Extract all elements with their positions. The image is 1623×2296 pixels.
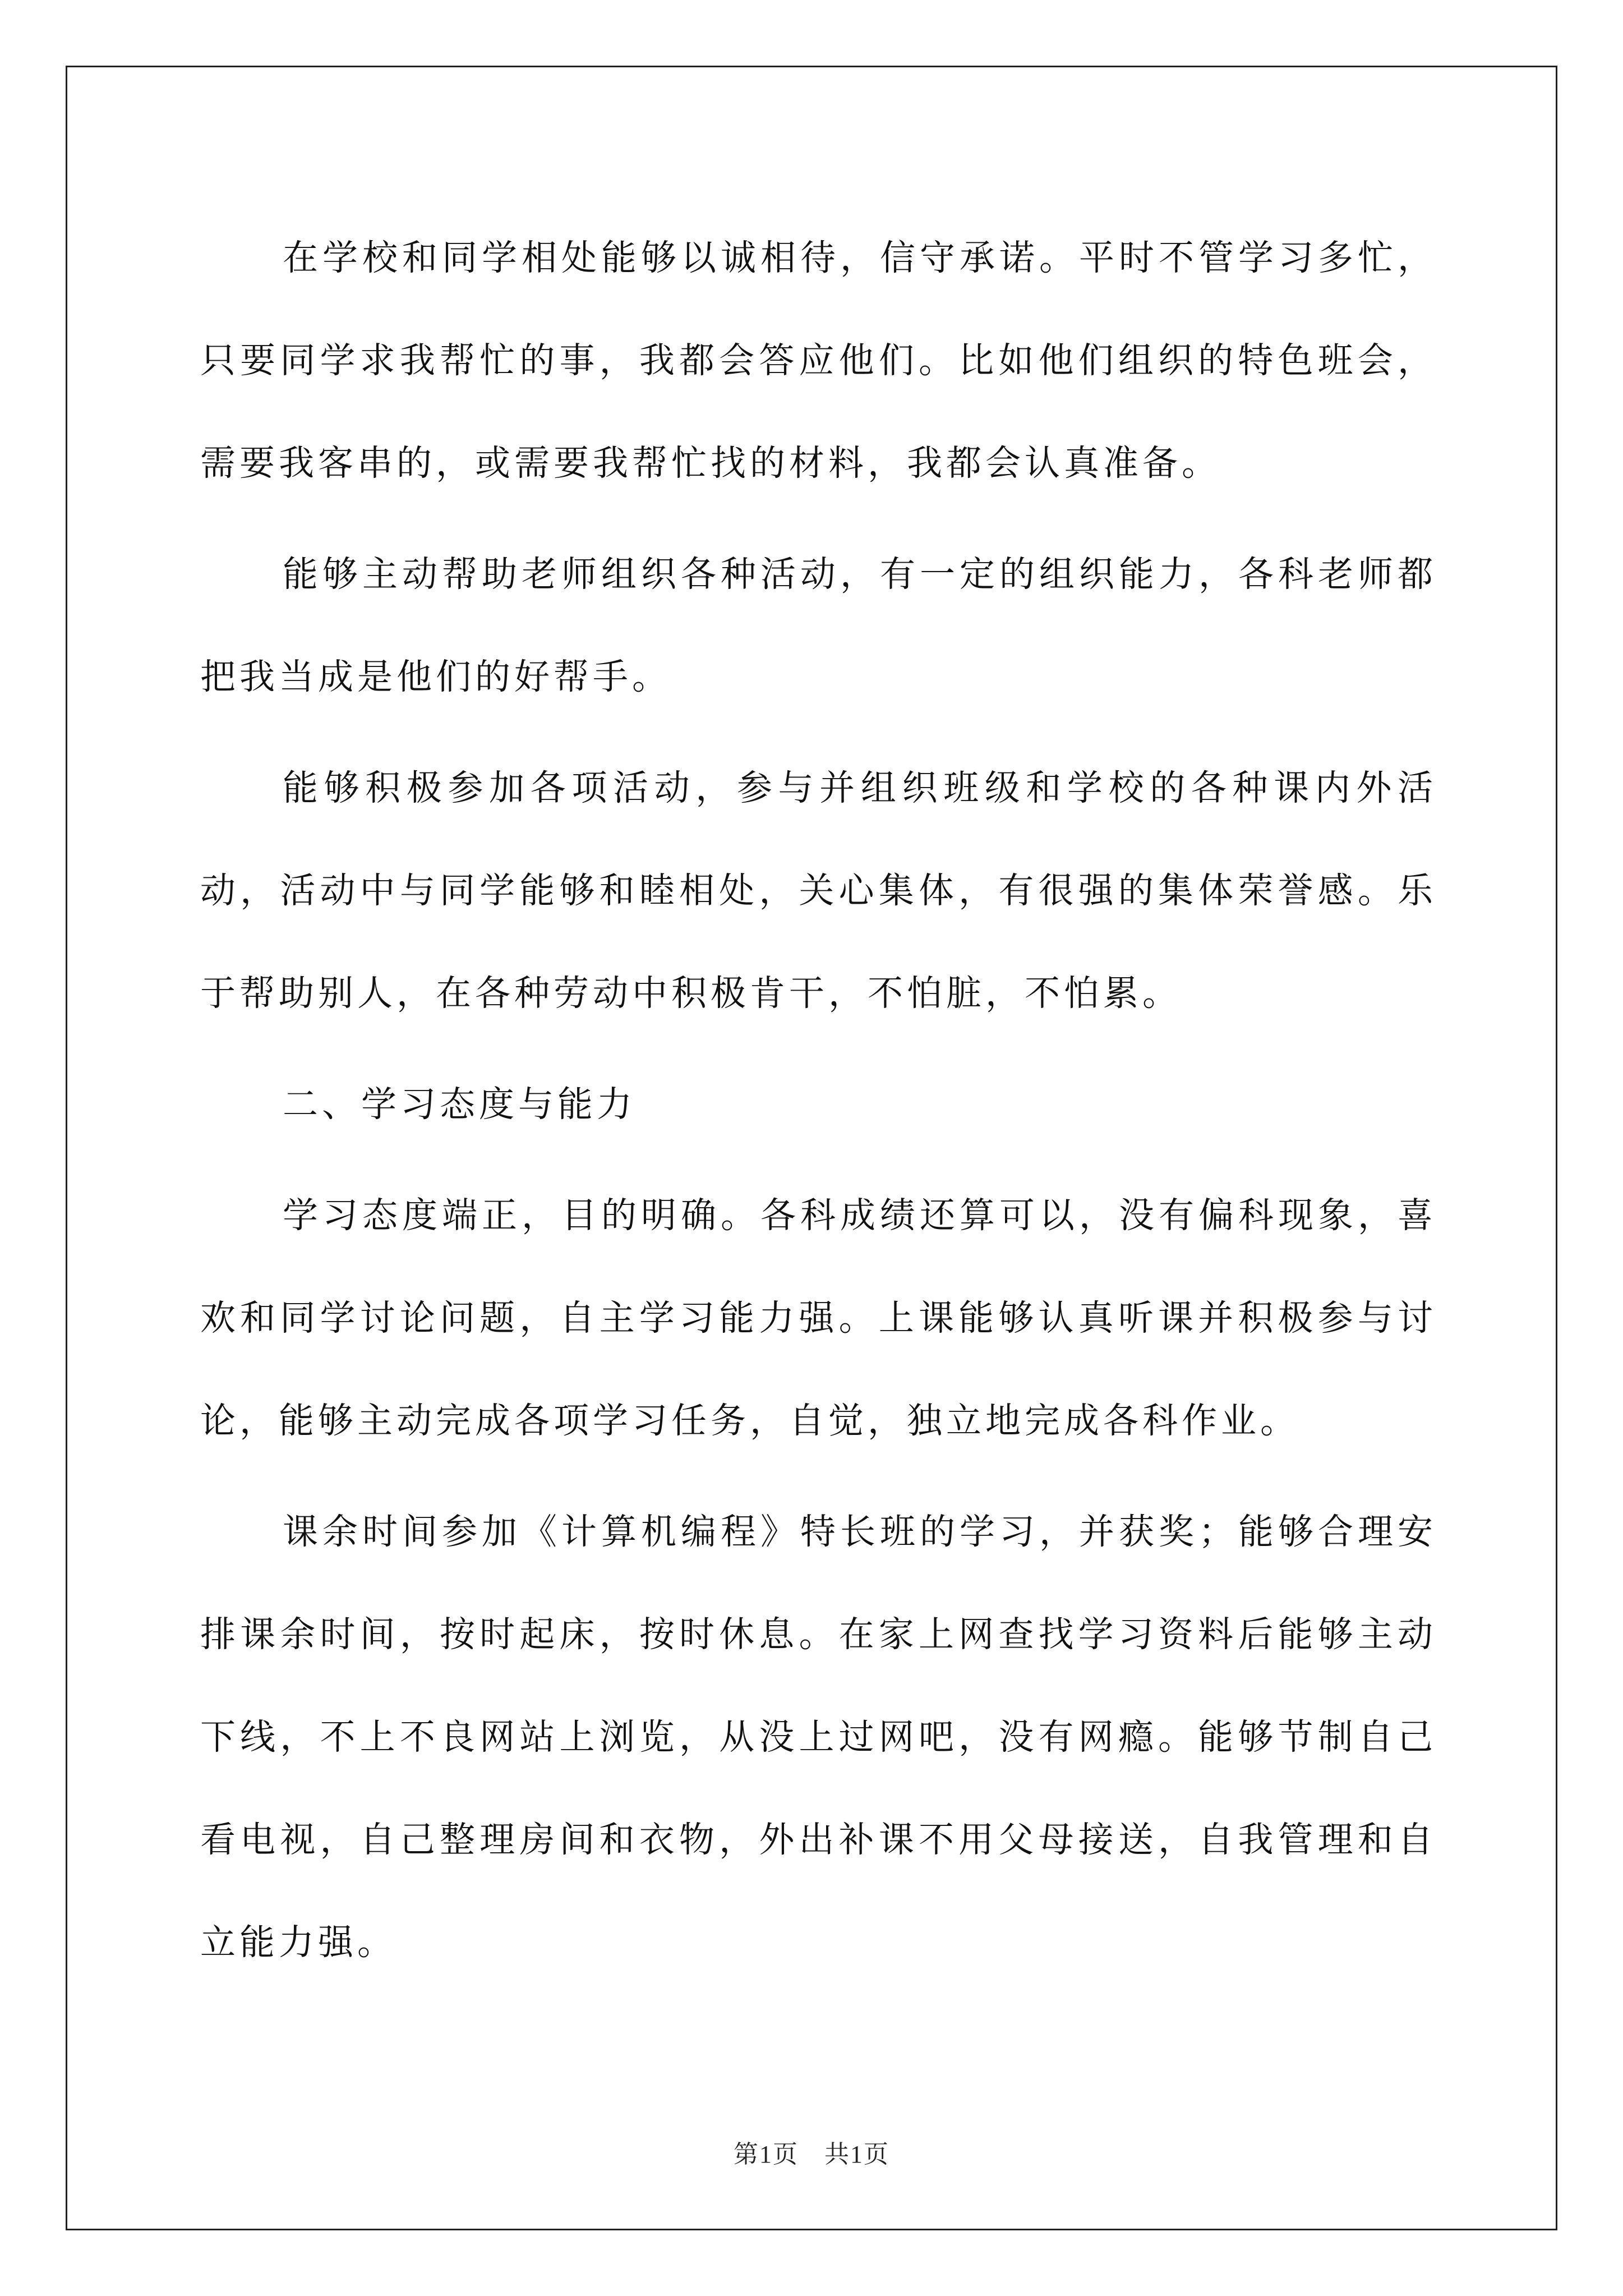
paragraph: 课余时间参加《计算机编程》特长班的学习，并获奖；能够合理安排课余时间，按时起床，按时休息。在家上网查找学习资料后能够主动下线，不上不良网站上浏览，从没上过网吧，没有网瘾。能够节制自己看电视，自己整理房间和衣物，外出补课不用父母接送，自我管理和自立能力强。: [200, 1511, 1437, 1963]
section-heading: 二、学习态度与能力: [283, 1084, 636, 1125]
paragraph: 能够主动帮助老师组织各种活动，有一定的组织能力，各科老师都把我当成是他们的好帮手。: [200, 554, 1437, 697]
paragraph: 在学校和同学相处能够以诚相待，信守承诺。平时不管学习多忙，只要同学求我帮忙的事，我都会答应他们。比如他们组织的特色班会，需要我客串的，或需要我帮忙找的材料，我都会认真准备。: [200, 237, 1437, 484]
paragraph: 学习态度端正，目的明确。各科成绩还算可以，没有偏科现象，喜欢和同学讨论问题，自主学习能力强。上课能够认真听课并积极参与讨论，能够主动完成各项学习任务，自觉，独立地完成各科作业。: [200, 1195, 1437, 1441]
document-body: [200, 206, 1437, 2002]
page-number-footer: 第1页 共1页: [734, 2141, 889, 2168]
paragraph: 能够积极参加各项活动，参与并组织班级和学校的各种课内外活动，活动中与同学能够和睦相处，关心集体，有很强的集体荣誉感。乐于帮助别人，在各种劳动中积极肯干，不怕脏，不怕累。: [200, 767, 1437, 1014]
